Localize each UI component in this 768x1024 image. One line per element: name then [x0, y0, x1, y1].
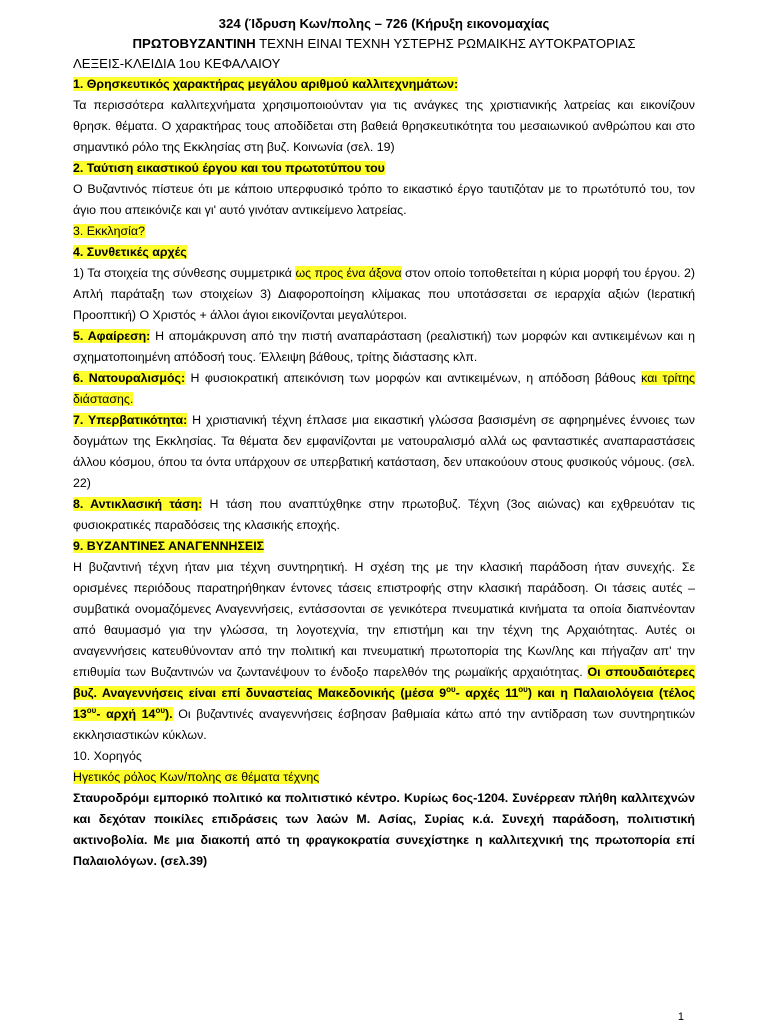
section-4-body: [73, 263, 695, 326]
section-6-highlight: και τρίτης διάστασης.: [73, 371, 696, 406]
section-4-body-a: 1) Τα στοιχεία της σύνθεσης συμμετρικά: [73, 266, 296, 280]
section-1-heading: [73, 74, 695, 95]
section-5-body: Η απομάκρυνση από την πιστή αναπαράσταση (ρεαλιστική) των μορφών και αντικειμένων και η σχηματοποιημένη απόδοσή τους. Έλλειψη βάθους, τρίτης διάστασης κλπ.: [73, 329, 696, 364]
subtitle-rest: ΤΕΧΝΗ ΕΙΝΑΙ ΤΕΧΝΗ ΥΣΤΕΡΗΣ ΡΩΜΑΙΚΗΣ ΑΥΤΟΚΡΑΤΟΡΙΑΣ: [255, 36, 636, 51]
section-7-heading: 7. Υπερβατικότητα:: [73, 413, 188, 427]
section-6-body: Η φυσιοκρατική απεικόνιση των μορφών και αντικειμένων, η απόδοση βάθους: [185, 371, 642, 385]
section-6-heading: 6. Νατουραλισμός:: [73, 371, 186, 385]
keywords-heading: ΛΕΞΕΙΣ-ΚΛΕΙΔΙΑ 1ου ΚΕΦΑΛΑΙΟΥ: [73, 56, 281, 71]
s9-sup-a: ου: [446, 684, 456, 694]
section-9-heading: [73, 536, 695, 557]
page-number: 1: [677, 1011, 684, 1023]
section-9-tail: Οι βυζαντινές αναγεννήσεις έσβησαν βαθμιαία κάτω από την αντίδραση των συντηρητικών εκκλησιαστικών κύκλων.: [73, 707, 696, 742]
section-4-heading: [73, 242, 695, 263]
section-10-subheading: [73, 767, 695, 788]
section-4-body-b: στον οποίο τοποθετείται η κύρια μορφή του έργου. 2) Απλή παράταξη των στοιχείων 3) Διαφοροποίηση κλίμακας που υποτάσσεται σε ιεραρχία αξιών (Ιερατική Προοπτική) Ο Χριστός + άλλοι άγιοι εικονίζονται μεγαλύτεροι.: [73, 266, 695, 322]
section-5: [73, 326, 695, 368]
section-8-body: Η τάση που αναπτύχθηκε στην πρωτοβυζ. Τέχνη (3ος αιώνας) και εχθρευόταν τις φυσιοκρατικές παραδόσεις της κλασικής εποχής.: [73, 497, 695, 532]
section-6: [73, 368, 695, 410]
s9-sup-b: ου: [518, 684, 528, 694]
section-2-heading: [73, 158, 695, 179]
section-2-heading-text: 2. Ταύτιση εικαστικού έργου και του πρωτοτύπου του: [73, 161, 385, 175]
s9-hl-a: Οι σπουδαιότερες βυζ. Αναγεννήσεις είναι επί δυναστείας Μακεδονικής (μέσα 9: [73, 665, 696, 700]
document-title: 324 (Ίδρυση Κων/πολης – 726 (Κήρυξη εικονομαχίας: [218, 16, 550, 31]
subtitle-bold: ΠΡΩΤΟΒΥΖΑΝΤΙΝΗ: [132, 36, 256, 51]
s9-hl-d: - αρχή 14: [96, 707, 156, 721]
section-5-heading: 5. Αφαίρεση:: [73, 329, 151, 343]
s9-sup-c: ου: [86, 705, 97, 715]
s9-sup-d: ου: [155, 705, 166, 715]
section-7-body: Η χριστιανική τέχνη έπλασε μια εικαστική γλώσσα βασισμένη σε αφηρημένες έννοιες των δογμάτων της Εκκλησίας. Τα θέματα δεν εμφανίζονται με νατουραλισμό αλλά ως φανταστικές αναπαραστάσεις άλλου κόσμου, όπου τα όντα υπάρχουν σε υπερβατική κατάσταση, δεν υπακούουν στους φυσικούς νόμους. (σελ. 22): [73, 413, 695, 490]
section-9-body: [73, 557, 695, 746]
section-7: [73, 410, 695, 494]
section-9-heading-text: 9. ΒΥΖΑΝΤΙΝΕΣ ΑΝΑΓΕΝΝΗΣΕΙΣ: [73, 539, 265, 553]
section-1-heading-text: 1. Θρησκευτικός χαρακτήρας μεγάλου αριθμού καλλιτεχνημάτων:: [73, 77, 459, 91]
s9-hl-c: ) και η Παλαιολόγεια (τέλος 13: [73, 686, 696, 721]
section-3-heading-text: 3. Εκκλησία?: [73, 224, 145, 238]
section-1-body: Τα περισσότερα καλλιτεχνήματα χρησιμοποιούνταν για τις ανάγκες της χριστιανικής λατρείας και εικονίζουν θρησκ. θέματα. Ο χαρακτήρας τους αποδίδεται στη βαθειά θρησκευτικότητα του μεσαιωνικού ανθρώπου και στο σημαντικό ρόλο της Εκκλησίας στη βυζ. Κοινωνία (σελ. 19): [73, 98, 695, 154]
section-4-heading-text: 4. Συνθετικές αρχές: [73, 245, 187, 259]
section-9-body-text: Η βυζαντινή τέχνη ήταν μια τέχνη συντηρητική. Η σχέση της με την κλασική παράδοση ήταν συνεχής. Σε ορισμένες περιόδους παρατηρήθηκαν έντονες τάσεις επιστροφής στην κλασική παράδοση. Οι τάσεις αυτές – συμβατικά ονομαζόμενες Αναγεννήσεις, εντάσσονται σε γενικότερα πνευματικά κινήματα τα οποία διαπνέονταν από θαυμασμό για την γλώσσα, τη λογοτεχνία, την επιστήμη και την τέχνη της Αρχαιότητας. Αυτές οι αναγεννήσεις κατευθύνονταν από την πολιτική και πνευματική πρωτοπορία της Κων/λης και πήγαζαν απ' την επιθυμία των Βυζαντινών να ζωντανέψουν το ένδοξο παρελθόν της ρωμαϊκής αρχαιότητας.: [73, 560, 695, 679]
section-10-subheading-text: Ηγετικός ρόλος Κων/πολης σε θέματα τέχνης: [73, 770, 320, 784]
s9-hl-b: - αρχές 11: [455, 686, 519, 700]
section-8: [73, 494, 695, 536]
s9-hl-e: ).: [165, 707, 173, 721]
section-10-body: Σταυροδρόμι εμπορικό πολιτικό κα πολιτιστικό κέντρο. Κυρίως 6ος-1204. Συνέρρεαν πλήθη καλλιτεχνών και δεχόταν ποικίλες επιδράσεις των λαών Μ. Ασίας, Συρίας κ.ά. Συνεχή παράδοση, πολιτιστική ακτινοβολία. Με μια διακοπή από τη φραγκοκρατία συνεχίστηκε η καλλιτεχνική της πρωτοπορία επί Παλαιολόγων. (σελ.39): [73, 791, 695, 868]
document-subtitle: [73, 34, 695, 54]
section-2-body: Ο Βυζαντινός πίστευε ότι με κάποιο υπερφυσικό τρόπο το εικαστικό έργο ταυτιζόταν με το πρωτότυπό του, τον άγιο που απεικόνιζε και γι' αυτό γινόταν αντικείμενο λατρείας.: [73, 182, 695, 217]
section-4-highlight: ως προς ένα άξονα: [295, 266, 402, 280]
section-8-heading: 8. Αντικλασική τάση:: [73, 497, 203, 511]
section-3-heading: [73, 221, 695, 242]
section-10-heading: 10. Χορηγός: [73, 749, 142, 763]
